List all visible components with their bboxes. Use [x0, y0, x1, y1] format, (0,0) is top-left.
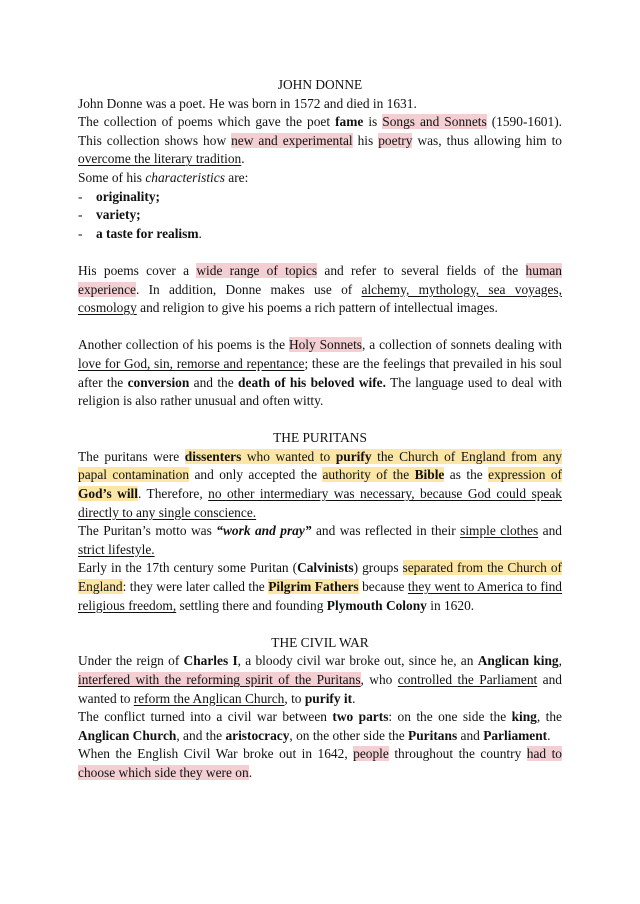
- paragraph-fame: The collection of poems which gave the poet fame is Songs and Sonnets (1590-1601). This collection shows how new and experimental his poetry was, thus allowing him to overcome the literary tradition.: [78, 114, 562, 167]
- paragraph-choose-side: When the English Civil War broke out in 1642, people throughout the country had to choose which side they were on.: [78, 746, 563, 780]
- paragraph-charles: Under the reign of Charles I, a bloody civil war broke out, since he, an Anglican king, interfered with the reforming spirit of the Puritans, who controlled the Parliament and wanted to reform the Anglican Church, to purify it.: [78, 653, 563, 706]
- paragraph-conflict: The conflict turned into a civil war between two parts: on the one side the king, the Anglican Church, and the aristocracy, on the other side the Puritans and Parliament.: [78, 709, 562, 743]
- list-item: - variety;: [78, 206, 562, 225]
- paragraph-puritans: The puritans were dissenters who wanted to purify the Church of England from any papal contamination and only accepted the authority of the Bible as the expression of God’s will. Therefore, no other intermediary was necessary, because God could speak directly to any single conscience.: [78, 448, 562, 520]
- paragraph-characteristics: Some of his characteristics are:: [78, 169, 249, 185]
- paragraph-pilgrims: Early in the 17th century some Puritan (Calvinists) groups separated from the Church of England: they were later called the Pilgrim Fathers because they went to America to find religious freedom, settling there and founding Plymouth Colony in 1620.: [78, 560, 562, 613]
- paragraph-topics: His poems cover a wide range of topics and refer to several fields of the human experience. In addition, Donne makes use of alchemy, mythology, sea voyages, cosmology and religion to give his poems a rich pattern of intellectual images.: [78, 262, 562, 316]
- list-item: - a taste for realism.: [78, 225, 562, 244]
- section-title-puritans: THE PURITANS: [273, 430, 367, 446]
- section-title-civil-war: THE CIVIL WAR: [271, 634, 369, 650]
- highlight-new-experimental: new and experimental: [231, 132, 353, 148]
- paragraph-motto: The Puritan’s motto was “work and pray” and was reflected in their simple clothes and strict lifestyle.: [78, 523, 562, 557]
- paragraph-intro: John Donne was a poet. He was born in 1572 and died in 1631.: [78, 95, 417, 111]
- characteristics-list: [78, 188, 562, 244]
- document-page: [78, 76, 562, 783]
- section-title-john-donne: JOHN DONNE: [277, 77, 363, 92]
- highlight-songs-and-sonnets: Songs and Sonnets: [382, 114, 487, 130]
- paragraph-holy-sonnets: Another collection of his poems is the Holy Sonnets, a collection of sonnets dealing with love for God, sin, remorse and repentance; these are the feelings that prevailed in his soul after the conversion and the death of his beloved wife. The language used to deal with religion is also rather unusual and often witty.: [78, 337, 562, 409]
- highlight-poetry: poetry: [378, 132, 413, 148]
- list-item: - originality;: [78, 188, 562, 207]
